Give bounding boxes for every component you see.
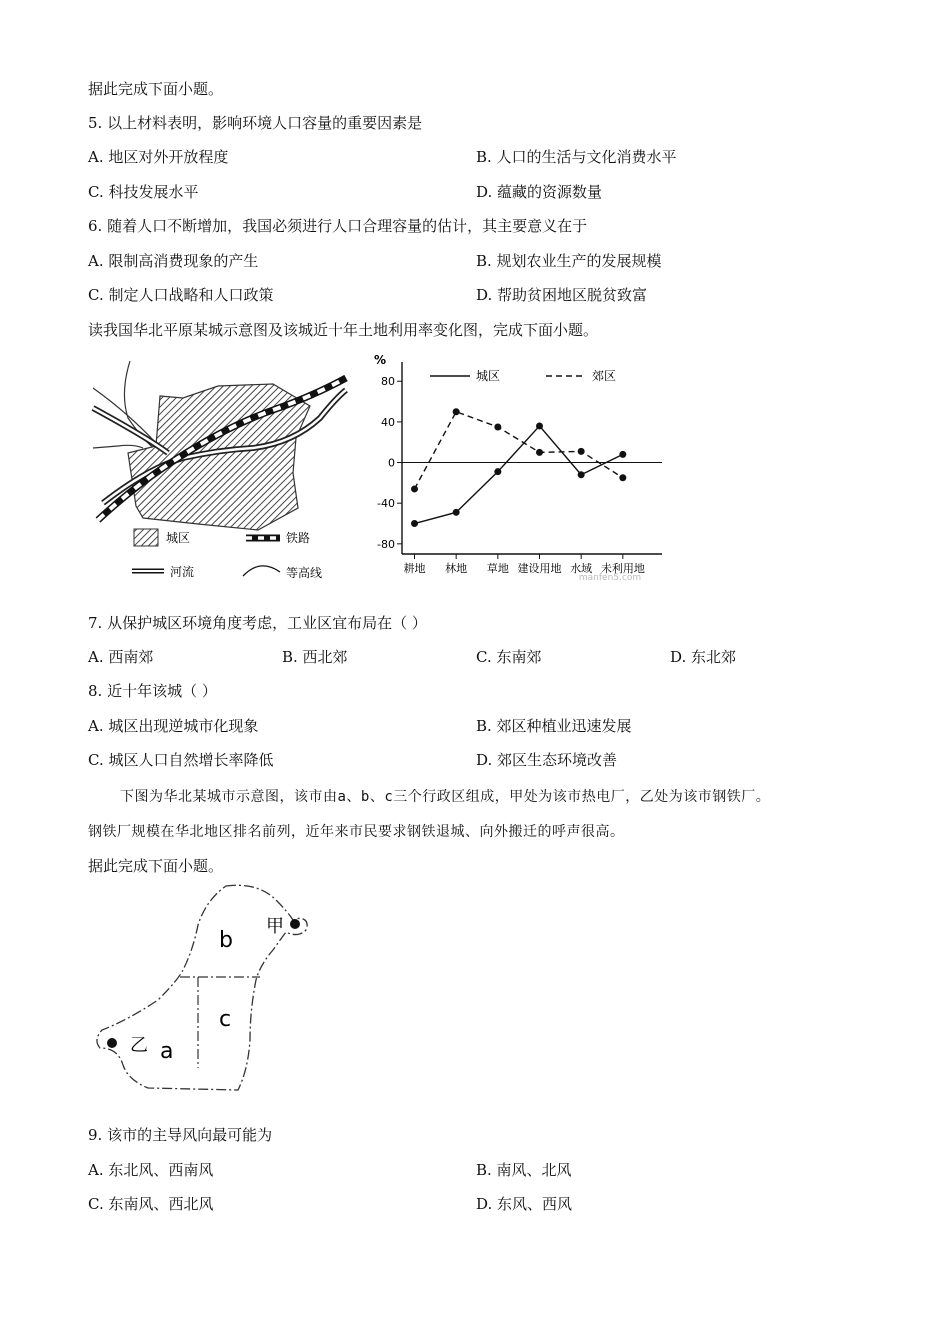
data-point-series-1 xyxy=(578,471,585,478)
question-5-stem: 5. 以上材料表明，影响环境人口容量的重要因素是 xyxy=(88,114,423,132)
intro-3-line-2: 钢铁厂规模在华北地区排名前列，近年来市民要求钢铁退城、向外搬迁的呼声很高。 xyxy=(88,824,625,840)
y-axis-label: % xyxy=(374,353,387,367)
y-tick-label: 0 xyxy=(388,456,395,470)
question-7-option-d[interactable]: D. 东北郊 xyxy=(670,648,737,666)
district-c-label: c xyxy=(219,1007,232,1032)
data-point-series-1 xyxy=(536,422,543,429)
x-tick-label: 水域 xyxy=(570,562,593,575)
question-5-option-a[interactable]: A. 地区对外开放程度 xyxy=(88,148,229,166)
data-point-series-1 xyxy=(619,451,626,458)
question-9-option-c[interactable]: C. 东南风、西北风 xyxy=(88,1195,214,1213)
data-point-series-1 xyxy=(411,520,418,527)
question-5-option-c[interactable]: C. 科技发展水平 xyxy=(88,183,199,201)
question-6-option-a[interactable]: A. 限制高消费现象的产生 xyxy=(88,252,259,270)
question-8-option-c[interactable]: C. 城区人口自然增长率降低 xyxy=(88,751,274,769)
y-tick-label: 40 xyxy=(381,415,395,429)
top-text: 据此完成下面小题。 xyxy=(88,80,224,98)
question-6-option-c[interactable]: C. 制定人口战略和人口政策 xyxy=(88,286,274,304)
question-8-option-b[interactable]: B. 郊区种植业迅速发展 xyxy=(476,717,632,735)
y-tick-label: 80 xyxy=(381,375,395,389)
question-6-option-b[interactable]: B. 规划农业生产的发展规模 xyxy=(476,252,662,270)
question-6-option-d[interactable]: D. 帮助贫困地区脱贫致富 xyxy=(476,286,648,304)
question-9-stem: 9. 该市的主导风向最可能为 xyxy=(88,1126,273,1144)
question-7-stem: 7. 从保护城区环境角度考虑，工业区宜布局在（ ） xyxy=(88,614,427,632)
legend-river-label: 河流 xyxy=(170,565,195,579)
district-b-label: b xyxy=(219,928,233,953)
watermark-text: manfen5.com xyxy=(578,573,642,583)
question-6-stem: 6. 随着人口不断增加，我国必须进行人口合理容量的估计，其主要意义在于 xyxy=(88,217,588,235)
series-line-1 xyxy=(415,426,623,524)
y-tick-label: -40 xyxy=(377,497,395,511)
intro-3-line-1: 下图为华北某城市示意图，该市由a、b、c三个行政区组成，甲处为该市热电厂，乙处为该市钢铁厂。 xyxy=(120,789,771,805)
district-a-label: a xyxy=(160,1039,174,1064)
intro-2: 读我国华北平原某城示意图及该城近十年土地利用率变化图，完成下面小题。 xyxy=(88,321,599,339)
data-point-series-1 xyxy=(494,468,501,475)
steel-plant-marker xyxy=(107,1038,117,1048)
question-7-option-c[interactable]: C. 东南郊 xyxy=(476,648,542,666)
question-8-stem: 8. 近十年该城（ ） xyxy=(88,682,217,700)
land-use-chart xyxy=(352,348,670,588)
legend-contour-label: 等高线 xyxy=(286,566,323,580)
legend-rail-label: 铁路 xyxy=(286,531,311,545)
yi-label: 乙 xyxy=(130,1035,148,1056)
city-map-figure xyxy=(88,358,350,582)
x-tick-label: 林地 xyxy=(445,562,468,575)
thermal-plant-marker xyxy=(290,919,300,929)
question-7-option-a[interactable]: A. 西南郊 xyxy=(88,648,154,666)
question-9-option-b[interactable]: B. 南风、北风 xyxy=(476,1161,572,1179)
question-9-option-a[interactable]: A. 东北风、西南风 xyxy=(88,1161,214,1179)
series-line-2 xyxy=(415,412,623,489)
data-point-series-2 xyxy=(536,449,543,456)
data-point-series-1 xyxy=(453,509,460,516)
legend-label-1: 城区 xyxy=(476,369,501,383)
question-5-option-b[interactable]: B. 人口的生活与文化消费水平 xyxy=(476,148,677,166)
y-tick-label: -80 xyxy=(377,537,395,551)
district-map-figure xyxy=(88,880,328,1095)
question-5-option-d[interactable]: D. 蕴藏的资源数量 xyxy=(476,183,603,201)
legend-label-2: 郊区 xyxy=(592,369,617,383)
jia-label: 甲 xyxy=(266,916,284,937)
legend-city-label: 城区 xyxy=(166,531,191,545)
question-8-option-d[interactable]: D. 郊区生态环境改善 xyxy=(476,751,618,769)
data-point-series-2 xyxy=(453,408,460,415)
data-point-series-2 xyxy=(411,485,418,492)
x-tick-label: 未利用地 xyxy=(600,562,645,575)
contour-line xyxy=(93,445,143,448)
question-9-option-d[interactable]: D. 东风、西风 xyxy=(476,1195,573,1213)
question-7-option-b[interactable]: B. 西北郊 xyxy=(282,648,348,666)
data-point-series-2 xyxy=(494,423,501,430)
intro-3-line-3: 据此完成下面小题。 xyxy=(88,857,224,875)
x-tick-label: 草地 xyxy=(486,562,509,575)
question-8-option-a[interactable]: A. 城区出现逆城市化现象 xyxy=(88,717,259,735)
data-point-series-2 xyxy=(619,474,626,481)
data-point-series-2 xyxy=(578,448,585,455)
x-tick-label: 耕地 xyxy=(403,562,426,575)
x-tick-label: 建设用地 xyxy=(517,562,562,575)
legend-city-swatch xyxy=(134,529,158,546)
